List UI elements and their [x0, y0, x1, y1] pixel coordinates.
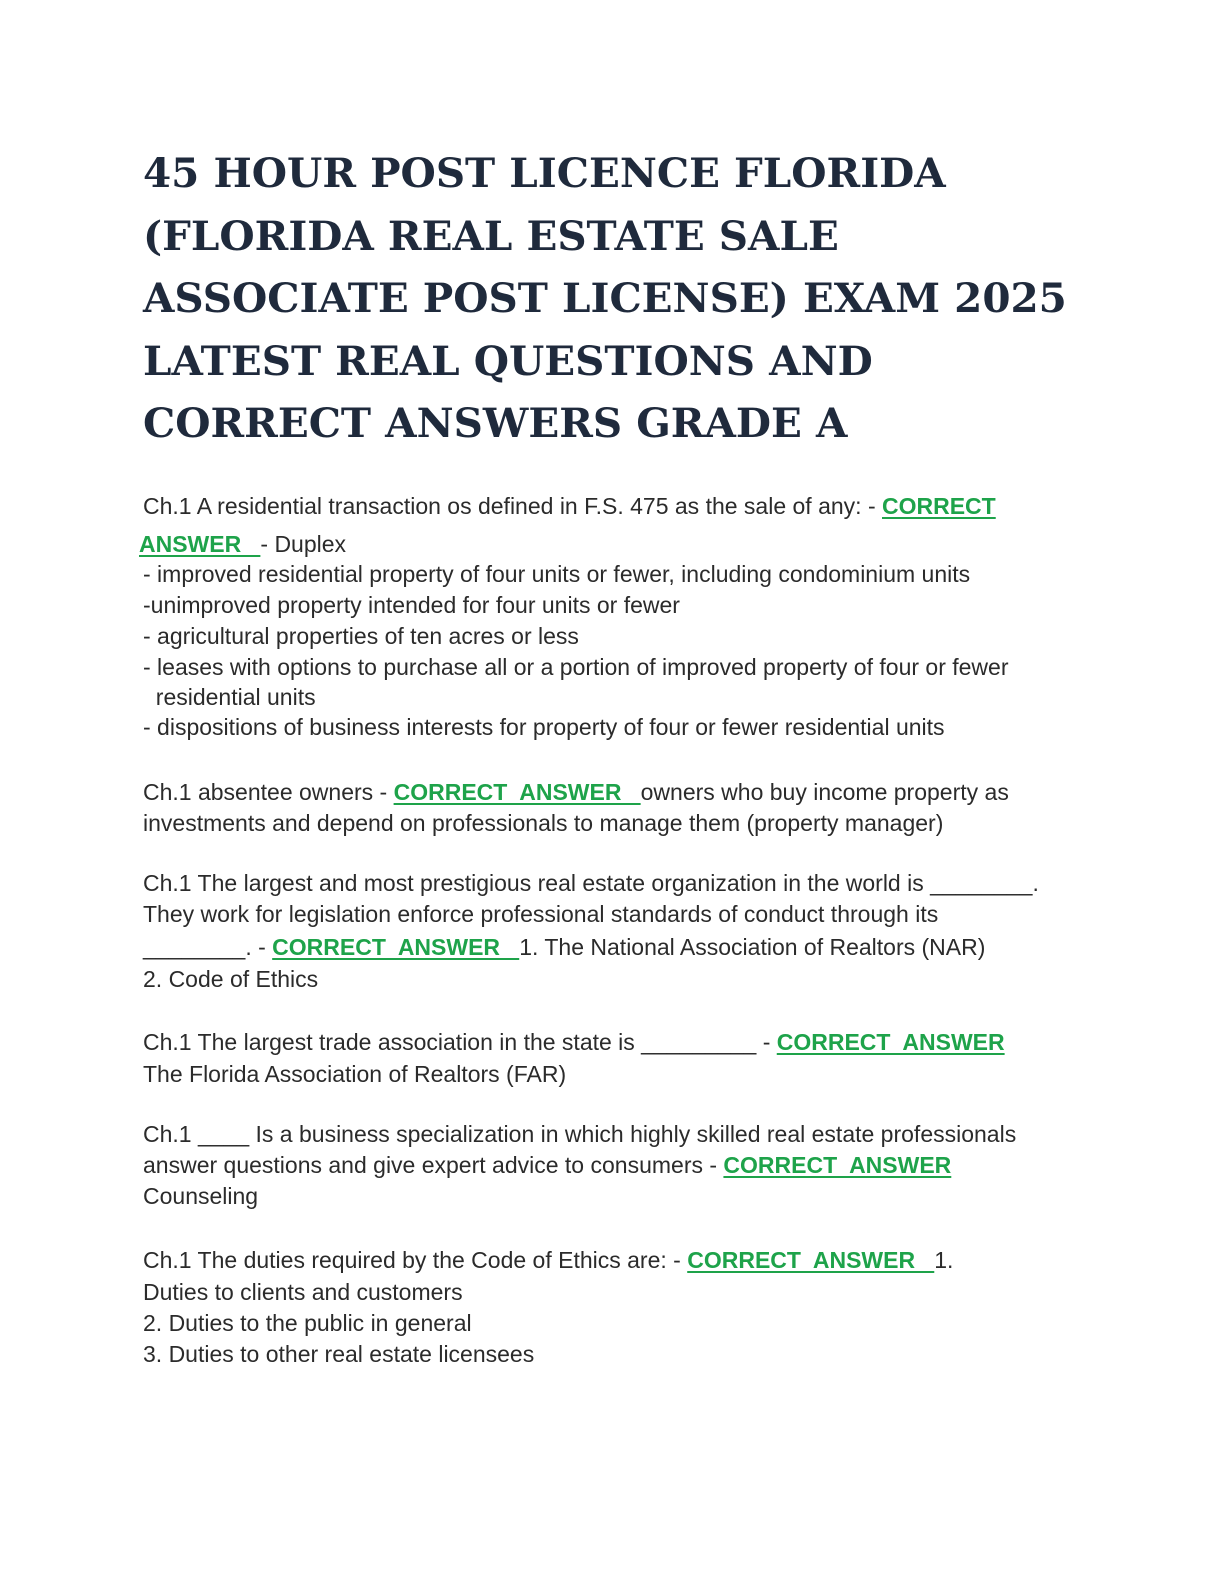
question-text: Ch.1 A residential transaction os defined in F.S. 475 as the sale of any: -: [143, 493, 882, 519]
answer-list-item: - agricultural properties of ten acres or less: [143, 623, 579, 649]
question-text: Ch.1 The duties required by the Code of Ethics are: -: [143, 1247, 688, 1273]
answer-line: [143, 934, 985, 960]
answer-list-item: - improved residential property of four units or fewer, including condominium units: [143, 561, 971, 587]
title-line: 45 HOUR POST LICENCE FLORIDA: [143, 149, 946, 197]
question-line: Ch.1 The largest and most prestigious real estate organization in the world is ________.: [143, 870, 1039, 896]
answer-line: 3. Duties to other real estate licensees: [143, 1341, 535, 1367]
document-title: [143, 142, 1083, 455]
question-line: [143, 1029, 1005, 1055]
question-text: ________. -: [143, 934, 273, 960]
answer-line: The Florida Association of Realtors (FAR): [143, 1061, 567, 1087]
question-text: Ch.1 The largest trade association in the state is _________ -: [143, 1029, 777, 1055]
answer-line: Counseling: [143, 1183, 259, 1209]
question-line: Ch.1 ____ Is a business specialization in which highly skilled real estate professionals: [143, 1121, 1017, 1147]
answer-text: 1.: [934, 1247, 954, 1273]
answer-line: investments and depend on professionals to manage them (property manager): [143, 810, 944, 836]
answer-list-item: - dispositions of business interests for property of four or fewer residential units: [143, 714, 945, 740]
correct-answer-label: CORRECT ANSWER: [393, 779, 641, 805]
answer-list-item: -unimproved property intended for four units or fewer: [143, 592, 680, 618]
answer-text: 1. The National Association of Realtors (NAR): [519, 934, 986, 960]
question-line: [143, 1247, 953, 1273]
question-text: Ch.1 absentee owners -: [143, 779, 394, 805]
correct-answer-label: CORRECT: [882, 493, 996, 519]
correct-answer-label: CORRECT ANSWER: [776, 1029, 1005, 1055]
answer-list-item: - leases with options to purchase all or a portion of improved property of four or fewer: [143, 654, 1009, 680]
question-line: [143, 1152, 951, 1178]
title-line: ASSOCIATE POST LICENSE) EXAM 2025: [143, 274, 1067, 322]
title-line: (FLORIDA REAL ESTATE SALE: [143, 211, 839, 260]
correct-answer-label: CORRECT ANSWER: [272, 934, 520, 960]
answer-line: Duties to clients and customers: [143, 1279, 463, 1305]
title-line: CORRECT ANSWERS GRADE A: [143, 399, 848, 447]
answer-text: owners who buy income property as: [640, 779, 1009, 805]
correct-answer-label: ANSWER: [139, 531, 261, 557]
answer-list-item: residential units: [143, 684, 316, 710]
answer-text: - Duplex: [260, 531, 347, 557]
question-line: They work for legislation enforce professional standards of conduct through its: [143, 901, 939, 927]
correct-answer-label: CORRECT ANSWER: [687, 1247, 935, 1273]
question-line: [143, 493, 996, 519]
answer-line: [139, 531, 346, 557]
correct-answer-label: CORRECT ANSWER: [723, 1152, 952, 1178]
answer-line: 2. Duties to the public in general: [143, 1310, 472, 1336]
question-text: answer questions and give expert advice to consumers -: [143, 1152, 724, 1178]
question-line: [143, 779, 1009, 805]
title-line: LATEST REAL QUESTIONS AND: [143, 336, 873, 385]
answer-line: 2. Code of Ethics: [143, 966, 319, 992]
